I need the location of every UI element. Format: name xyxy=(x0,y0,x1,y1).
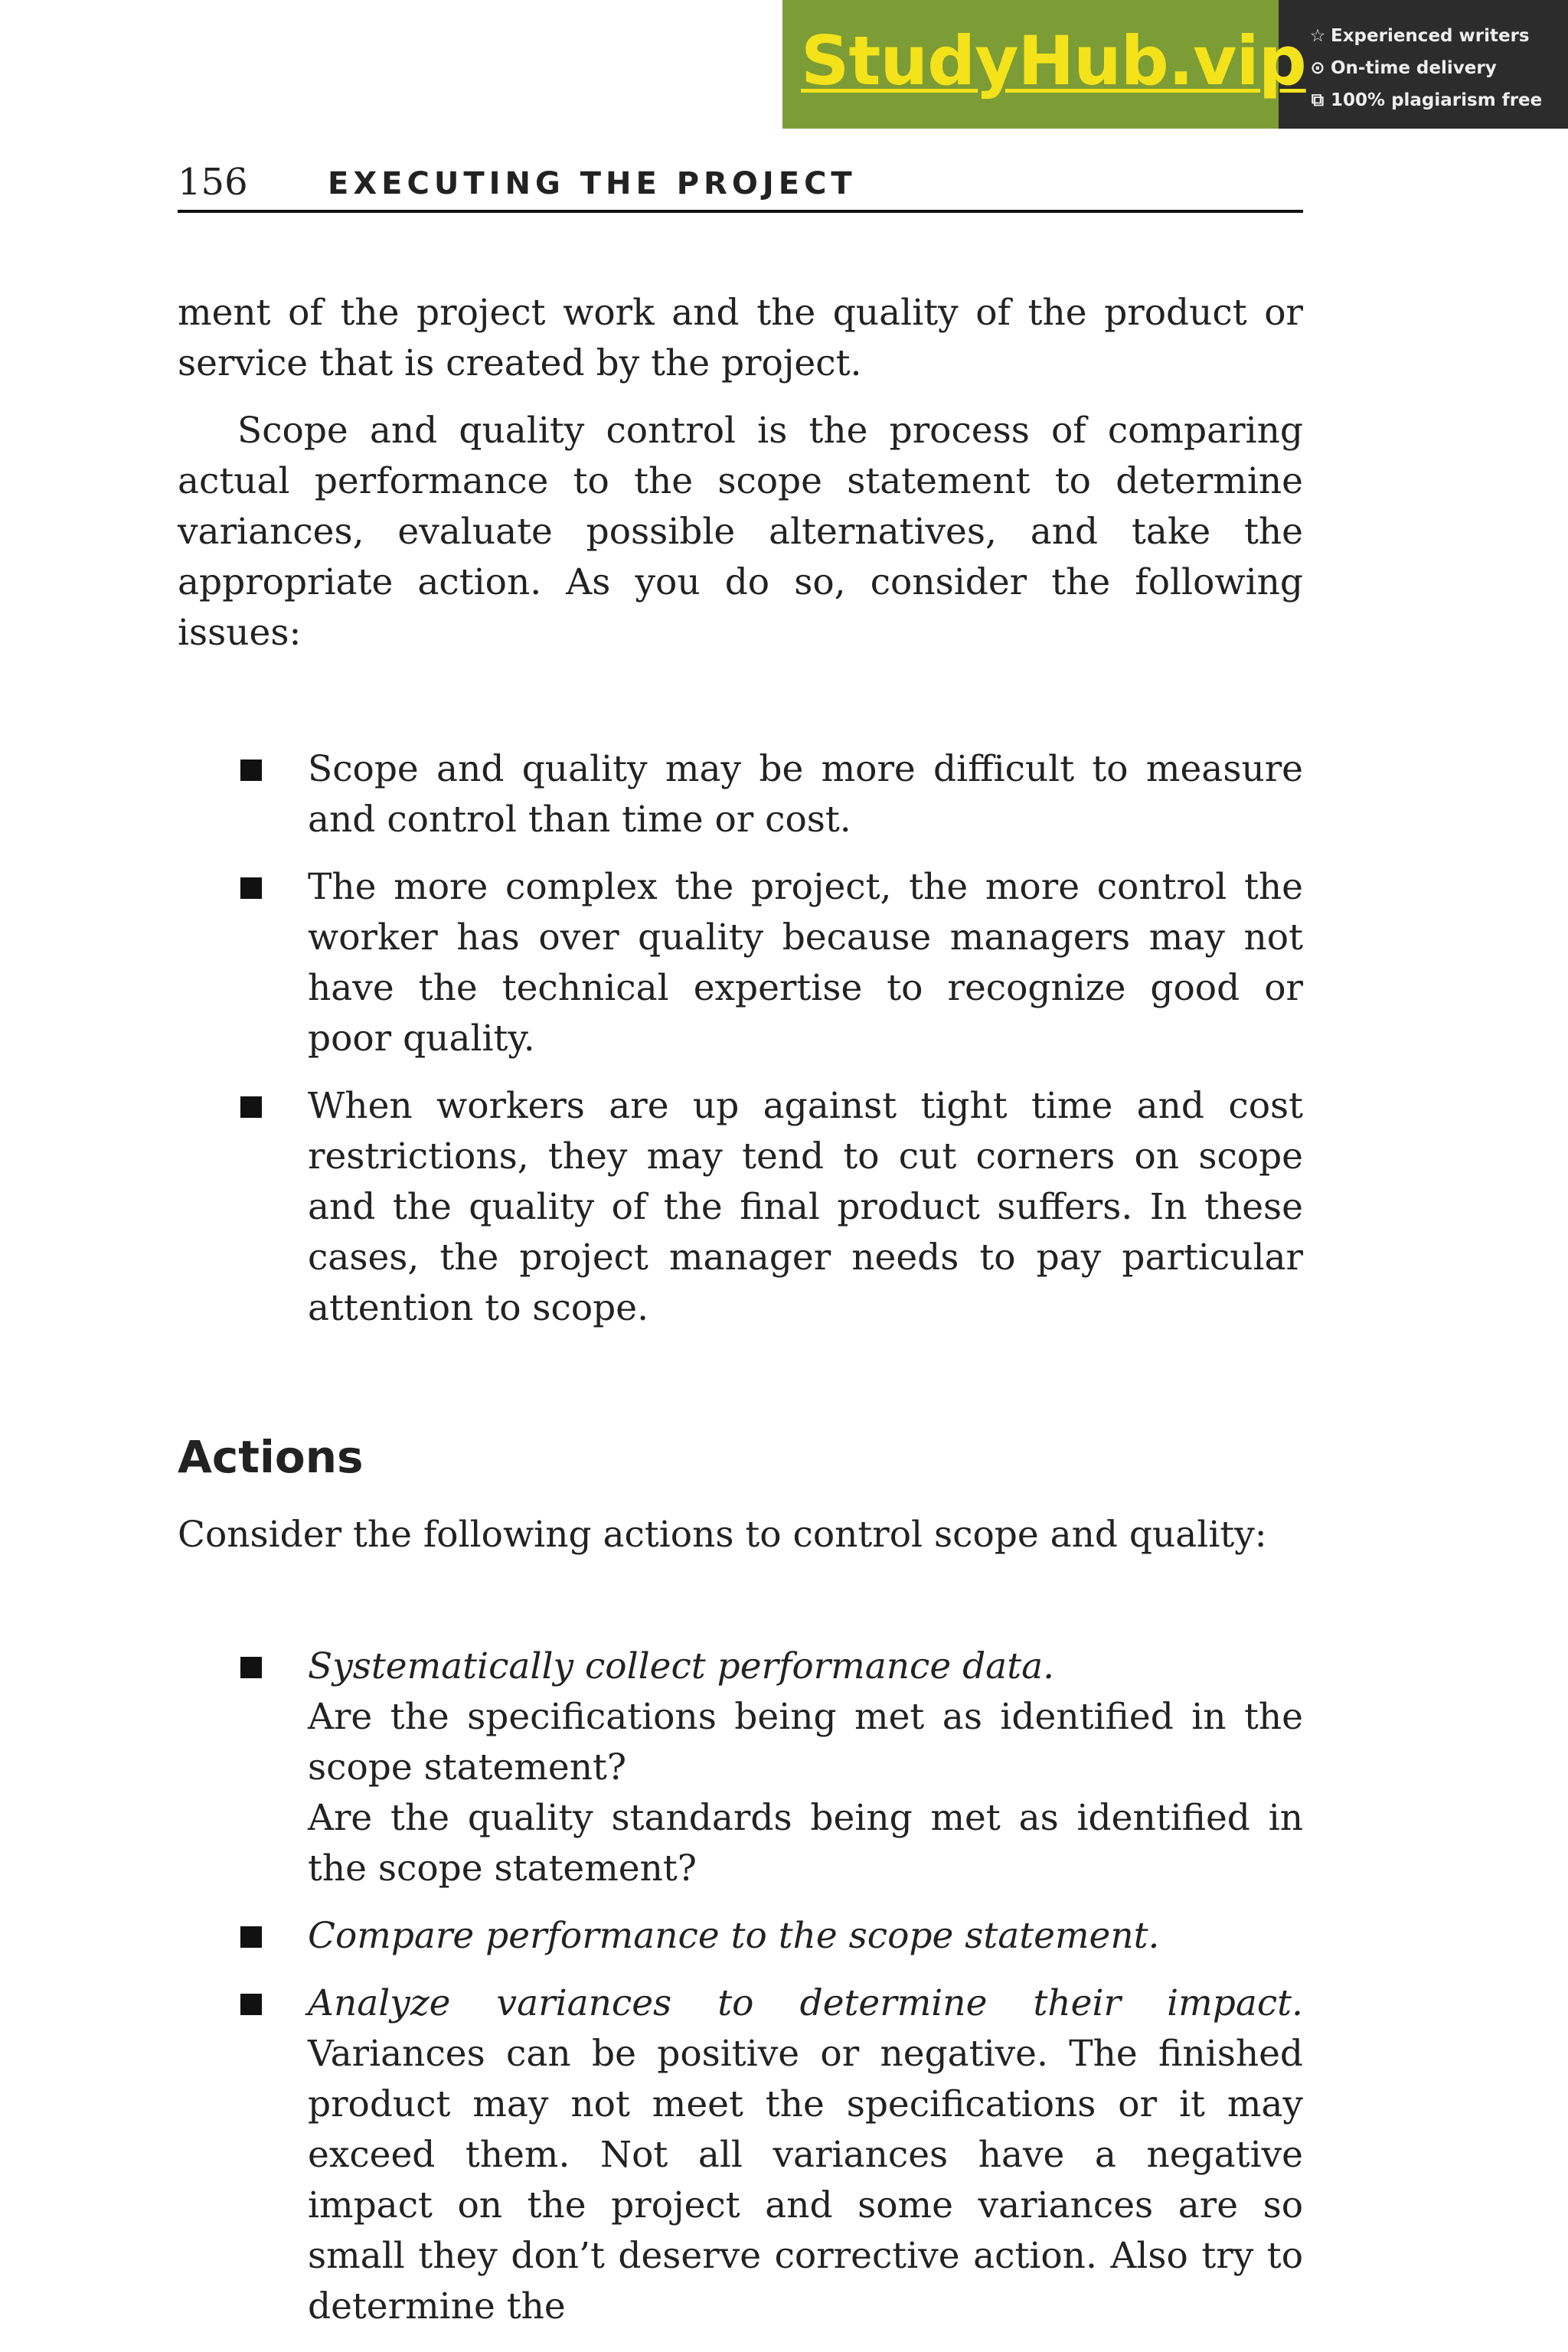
feature-plagiarism-free xyxy=(1308,84,1542,116)
section-heading: Actions xyxy=(178,1431,364,1483)
paragraph-continued: ment of the project work and the quality of the product or service that is created by the project. xyxy=(178,292,1303,384)
feature-text: Experienced writers xyxy=(1331,26,1530,46)
feature-experienced-writers xyxy=(1308,20,1542,52)
page-number: 156 xyxy=(178,161,248,204)
action-question: Are the quality standards being met as identified in the scope statement? xyxy=(308,1797,1303,1890)
action-title: Analyze variances to determine their impact. xyxy=(308,1982,1303,2024)
star-icon: ☆ xyxy=(1309,26,1326,46)
actions-list xyxy=(178,1642,1303,2332)
bullet-square-icon xyxy=(240,877,262,899)
clock-icon: ⊙ xyxy=(1310,58,1325,78)
action-title: Systematically collect performance data. xyxy=(308,1645,1055,1687)
bullet-square-icon xyxy=(240,1994,262,2015)
feature-text: On-time delivery xyxy=(1331,58,1497,78)
feature-list xyxy=(1308,20,1542,116)
issues-list xyxy=(178,744,1303,1334)
brand-logo-text[interactable]: StudyHub.vip xyxy=(801,21,1306,100)
action-question: Are the specifications being met as identified in the scope statement? xyxy=(308,1696,1303,1788)
actions-intro: Consider the following actions to control scope and quality: xyxy=(178,1514,1267,1556)
chapter-title: EXECUTING THE PROJECT xyxy=(328,166,857,201)
bullet-square-icon xyxy=(240,1657,262,1678)
promo-banner[interactable] xyxy=(782,0,1568,129)
action-text: Variances can be positive or negative. The finished product may not meet the specifications or it may exceed them. Not all variances have a negative impact on the project and some variances are so small they don’t deserve corrective action. Also try to determine the xyxy=(308,2033,1303,2328)
running-header xyxy=(178,159,1303,213)
list-item xyxy=(178,744,1303,845)
bullet-square-icon xyxy=(240,1096,262,1118)
feature-on-time-delivery xyxy=(1308,52,1542,84)
list-item-text: When workers are up against tight time and cost restrictions, they may tend to cut corners on scope and the quality of the final product suffers. In these cases, the project manager needs to pay particular attention to scope. xyxy=(308,1085,1303,1329)
list-item xyxy=(178,862,1303,1064)
bullet-square-icon xyxy=(240,760,262,781)
page-body xyxy=(178,288,1303,2349)
list-item xyxy=(178,1911,1303,1962)
bullet-square-icon xyxy=(240,1926,262,1948)
paragraph-scope-quality-control: Scope and quality control is the process of comparing actual performance to the scope statement to determine variances, evaluate possible alternatives, and take the appropriate action. As you do so, consider the following issues: xyxy=(178,410,1303,654)
action-title: Compare performance to the scope statement. xyxy=(308,1915,1160,1957)
copy-icon: ⧉ xyxy=(1311,90,1325,110)
list-item-text: The more complex the project, the more control the worker has over quality because managers may not have the technical expertise to recognize good or poor quality. xyxy=(308,866,1303,1060)
list-item-text: Scope and quality may be more difficult to measure and control than time or cost. xyxy=(308,748,1303,841)
list-item xyxy=(178,1642,1303,1894)
list-item xyxy=(178,1978,1303,2332)
list-item xyxy=(178,1081,1303,1334)
brand-panel[interactable] xyxy=(782,0,1306,129)
feature-text: 100% plagiarism free xyxy=(1331,90,1543,110)
